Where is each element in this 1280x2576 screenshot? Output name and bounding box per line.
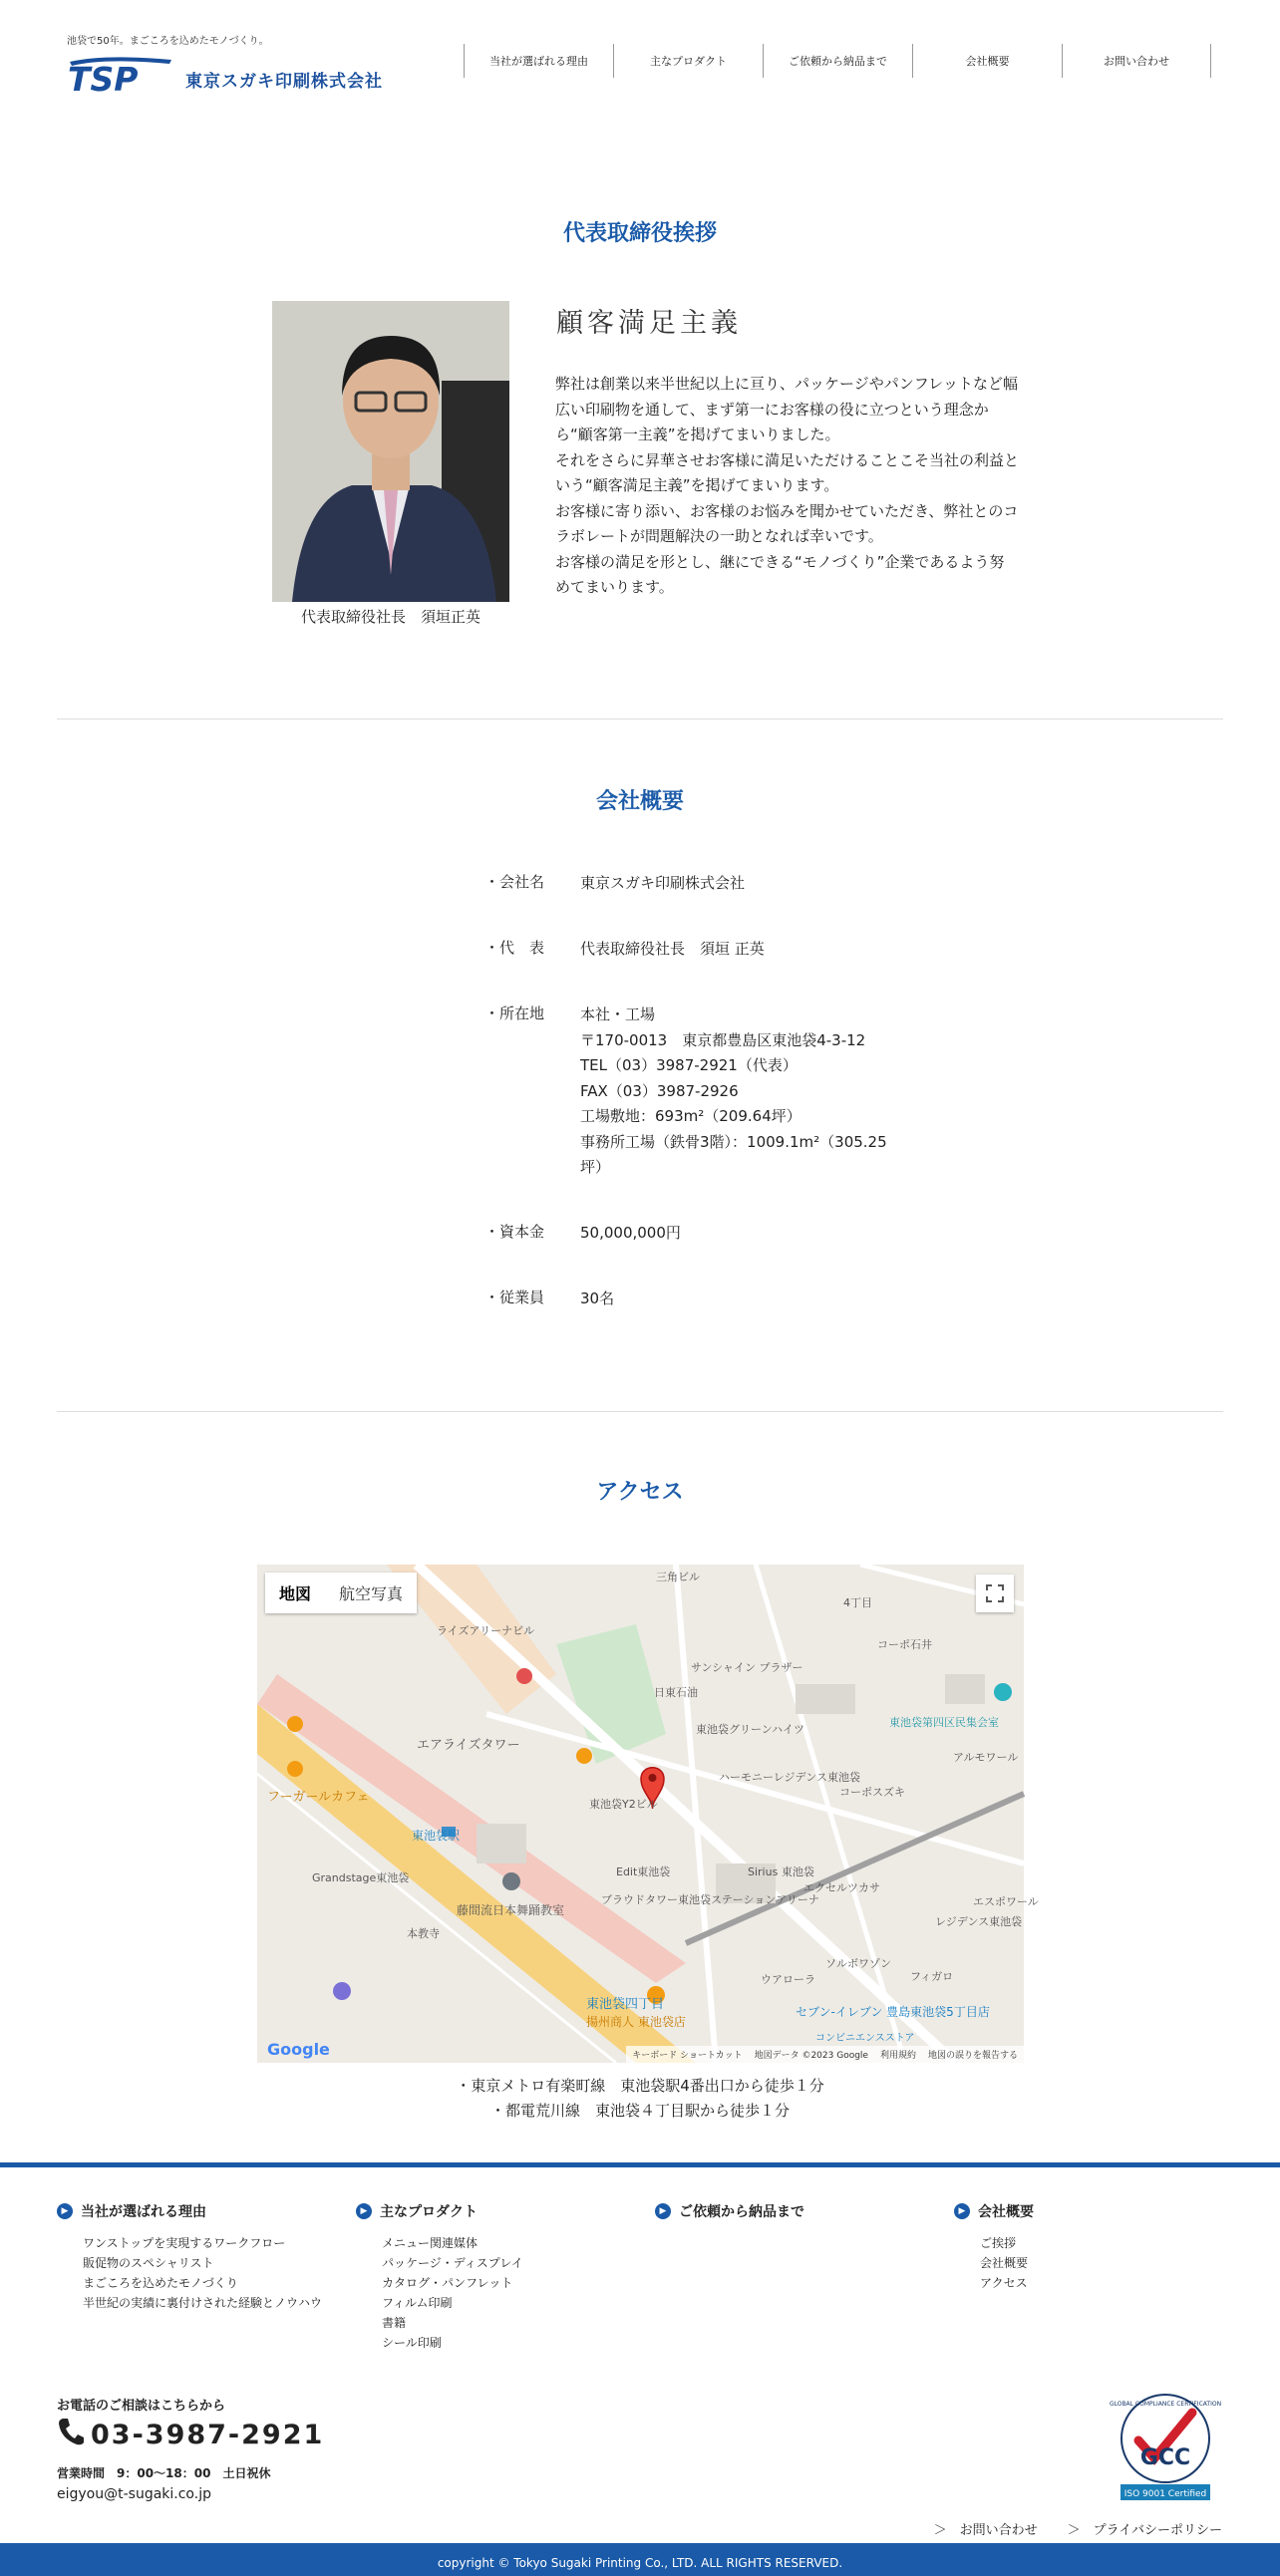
footer-column (356, 2201, 523, 2353)
map-label: 本教寺 (407, 1927, 440, 1940)
info-row-employees (484, 1287, 909, 1312)
info-row-rep (484, 937, 909, 963)
footer-col-heading[interactable]: ▶ ご依頼から納品まで (655, 2201, 804, 2221)
site-logo[interactable] (66, 54, 383, 99)
access-heading: アクセス (596, 1480, 684, 1505)
map-tab-map[interactable]: 地図 (279, 1584, 312, 1603)
map-label: サンシャイン プラザー (691, 1661, 803, 1674)
map-attr-report[interactable]: 地図の誤りを報告する (927, 2051, 1018, 2061)
info-row-capital (484, 1221, 909, 1247)
info-row-name (484, 871, 909, 897)
ceo-photo (272, 301, 509, 602)
footer-column (655, 2201, 804, 2233)
footer-link[interactable]: 販促物のスペシャリスト (83, 2256, 214, 2270)
copyright: copyright © Tokyo Sugaki Printing Co., LTD. ALL RIGHTS RESERVED. (0, 2543, 1280, 2576)
map-label: 日東石油 (654, 1686, 698, 1699)
info-value: FAX（03）3987-2926 (580, 1081, 739, 1100)
info-value: 代表取締役社長 須垣 正英 (580, 940, 765, 958)
nav-reasons[interactable]: 当社が選ばれる理由 (464, 44, 613, 78)
info-value: 50,000,000円 (580, 1224, 681, 1242)
map-label: 4丁目 (843, 1596, 872, 1609)
nav-contact[interactable]: お問い合わせ (1062, 44, 1211, 78)
map-attr-shortcuts[interactable]: キーボード ショートカット (632, 2051, 743, 2061)
phone-number[interactable]: 03-3987-2921 (57, 2417, 324, 2453)
nav-company[interactable]: 会社概要 (912, 44, 1062, 78)
footer-column (57, 2201, 322, 2313)
map-attribution (626, 2046, 1024, 2063)
greeting-paragraph: 弊社は創業以来半世紀以上に亘り、パッケージやパンフレットなど幅広い印刷物を通して、まず第一にお客様の役に立つという理念から“顧客第一主義”を掲げてまいりました。 (555, 375, 1018, 443)
footer-link[interactable]: パッケージ・ディスプレイ (382, 2256, 523, 2270)
access-line: ・東京メトロ有楽町線 東池袋駅4番出口から徒歩１分 (456, 2077, 824, 2095)
global-nav (464, 44, 1211, 78)
site-footer (0, 2162, 1280, 2576)
svg-text:GLOBAL COMPLIANCE CERTIFICATIO: GLOBAL COMPLIANCE CERTIFICATION (1109, 2401, 1222, 2408)
map-label: 藤間流日本舞踊教室 (457, 1903, 565, 1917)
map-label: ライズアリーナビル (437, 1624, 535, 1637)
info-label: ・従業員 (484, 1288, 545, 1306)
greeting-heading: 代表取締役挨拶 (562, 221, 717, 246)
map-label: 揚州商人 東池袋店 (586, 2015, 686, 2029)
footer-col-heading[interactable]: ▶ 当社が選ばれる理由 (57, 2201, 322, 2221)
footer-link[interactable]: 書籍 (382, 2316, 407, 2330)
map-label: ハーモニーレジデンス東池袋 (719, 1771, 860, 1784)
map-tab-satellite[interactable]: 航空写真 (339, 1584, 404, 1603)
section-divider (57, 1411, 1223, 1412)
footer-link[interactable]: メニュー関連媒体 (382, 2236, 479, 2250)
svg-text:ISO 9001 Certified: ISO 9001 Certified (1123, 2489, 1207, 2499)
map-type-tabs (265, 1573, 417, 1613)
footer-col-heading[interactable]: ▶ 主なプロダクト (356, 2201, 523, 2221)
info-value: 工場敷地：693m²（209.64坪） (580, 1107, 801, 1125)
nav-flow[interactable]: ご依頼から納品まで (763, 44, 912, 78)
access-line: ・都電荒川線 東池袋４丁目駅から徒歩１分 (489, 2102, 790, 2120)
info-value: 東京スガキ印刷株式会社 (580, 874, 746, 892)
info-label: ・資本金 (484, 1223, 545, 1241)
footer-link[interactable]: シール印刷 (382, 2336, 442, 2350)
map-label: コーポスズキ (839, 1786, 905, 1799)
map-label: フーガールカフェ (267, 1790, 370, 1805)
map-label: フィガロ (910, 1970, 954, 1983)
footer-contact-link[interactable]: ＞ お問い合わせ (933, 2523, 1038, 2538)
arrow-circle-icon: ▶ (57, 2203, 73, 2219)
map-label: Edit東池袋 (616, 1865, 671, 1878)
footer-privacy-link[interactable]: ＞ プライバシーポリシー (1067, 2523, 1222, 2538)
business-hours: 営業時間 9：00〜18：00 土日祝休 (57, 2466, 271, 2480)
footer-link[interactable]: ご挨拶 (980, 2236, 1017, 2250)
map-label: 東池袋駅 (412, 1829, 461, 1843)
footer-link[interactable]: 半世紀の実績に裏付けされた経験とノウハウ (83, 2296, 323, 2310)
footer-link[interactable]: まごころを込めたモノづくり (83, 2276, 238, 2290)
footer-link[interactable]: 会社概要 (980, 2256, 1029, 2270)
map-label: Sirius 東池袋 (748, 1865, 814, 1878)
fullscreen-icon[interactable] (976, 1574, 1014, 1612)
google-logo: Google (267, 2040, 330, 2059)
email-address[interactable]: eigyou@t-sugaki.co.jp (57, 2486, 211, 2502)
arrow-circle-icon: ▶ (954, 2203, 970, 2219)
phone-icon (57, 2417, 85, 2453)
header-tagline: 池袋で50年。まごころを込めたモノづくり。 (67, 36, 269, 47)
map-label: 東池袋グリーンハイツ (696, 1723, 805, 1736)
logo-company-name: 東京スガキ印刷株式会社 (185, 72, 383, 92)
tel-lead: お電話のご相談はこちらから (57, 2399, 226, 2414)
footer-link[interactable]: カタログ・パンフレット (382, 2276, 513, 2290)
google-map[interactable] (257, 1565, 1039, 2063)
map-label: ウアローラ (761, 1973, 815, 1986)
info-label: ・会社名 (484, 873, 545, 891)
map-label: レジデンス東池袋 (935, 1915, 1023, 1928)
map-label: エクセルツカサ (803, 1881, 880, 1894)
footer-bottom-links (934, 2519, 1222, 2538)
footer-col-heading[interactable]: ▶ 会社概要 (954, 2201, 1034, 2221)
map-label: 東池袋第四区民集会室 (889, 1716, 999, 1729)
greeting-paragraph: それをさらに昇華させお客様に満足いただけることこそ当社の利益という“顧客満足主義”を掲げてまいります。 (555, 450, 1020, 494)
map-label: ソルボワゾン (825, 1957, 891, 1970)
ceo-caption: 代表取締役社長 須垣正英 (300, 608, 480, 626)
info-value: 30名 (580, 1289, 615, 1307)
nav-products[interactable]: 主なプロダクト (613, 44, 763, 78)
map-attr-terms[interactable]: 利用規約 (879, 2051, 916, 2061)
footer-link[interactable]: フィルム印刷 (382, 2296, 453, 2310)
map-attr-data: 地図データ ©2023 Google (754, 2051, 868, 2061)
footer-link[interactable]: アクセス (980, 2276, 1028, 2290)
svg-text:GCC: GCC (1139, 2445, 1191, 2470)
info-value: 事務所工場（鉄骨3階）：1009.1m²（305.25坪） (580, 1132, 887, 1176)
arrow-circle-icon: ▶ (655, 2203, 671, 2219)
company-heading: 会社概要 (595, 789, 684, 814)
map-label: エスポワール (973, 1895, 1039, 1908)
map-label: コーポ石井 (877, 1638, 932, 1651)
greeting-paragraph: お客様に寄り添い、お客様のお悩みを聞かせていただき、弊社とのコラボレートが問題解決の一助となれば幸いです。 (555, 501, 1019, 545)
map-label: コンビニエンスストア (815, 2033, 915, 2044)
map-label: 東池袋四丁目 (586, 1997, 665, 2012)
footer-column (954, 2201, 1034, 2293)
info-row-address (484, 1002, 909, 1181)
arrow-circle-icon: ▶ (356, 2203, 372, 2219)
map-label: 三角ビル (656, 1571, 700, 1583)
info-label: ・所在地 (484, 1004, 545, 1022)
greeting-body (555, 372, 1019, 601)
info-value: 本社・工場 (580, 1005, 656, 1023)
logo-mark (66, 54, 175, 99)
map-label: ブラウドタワー東池袋ステーションアリーナ (601, 1893, 819, 1906)
section-divider (57, 718, 1223, 719)
map-label: アルモワール (953, 1751, 1019, 1764)
gcc-certification-badge (1109, 2393, 1222, 2502)
greeting-title: 顧客満足主義 (556, 308, 742, 339)
svg-text:TSP: TSP (68, 60, 139, 99)
footer-link[interactable]: ワンストップを実現するワークフロー (83, 2236, 286, 2250)
greeting-paragraph: お客様の満足を形とし、継にできる“モノづくり”企業であるよう努めてまいります。 (555, 552, 1005, 596)
map-label: エアライズタワー (417, 1738, 520, 1753)
map-label: セブン-イレブン 豊島東池袋5丁目店 (796, 2005, 990, 2019)
map-label: Grandstage東池袋 (312, 1871, 410, 1884)
info-label: ・代 表 (484, 939, 545, 957)
info-value: 〒170-0013 東京都豊島区東池袋4-3-12 (580, 1030, 866, 1049)
info-value: TEL（03）3987-2921（代表） (580, 1056, 798, 1074)
map-label: 東池袋Y2ビル (589, 1798, 658, 1811)
